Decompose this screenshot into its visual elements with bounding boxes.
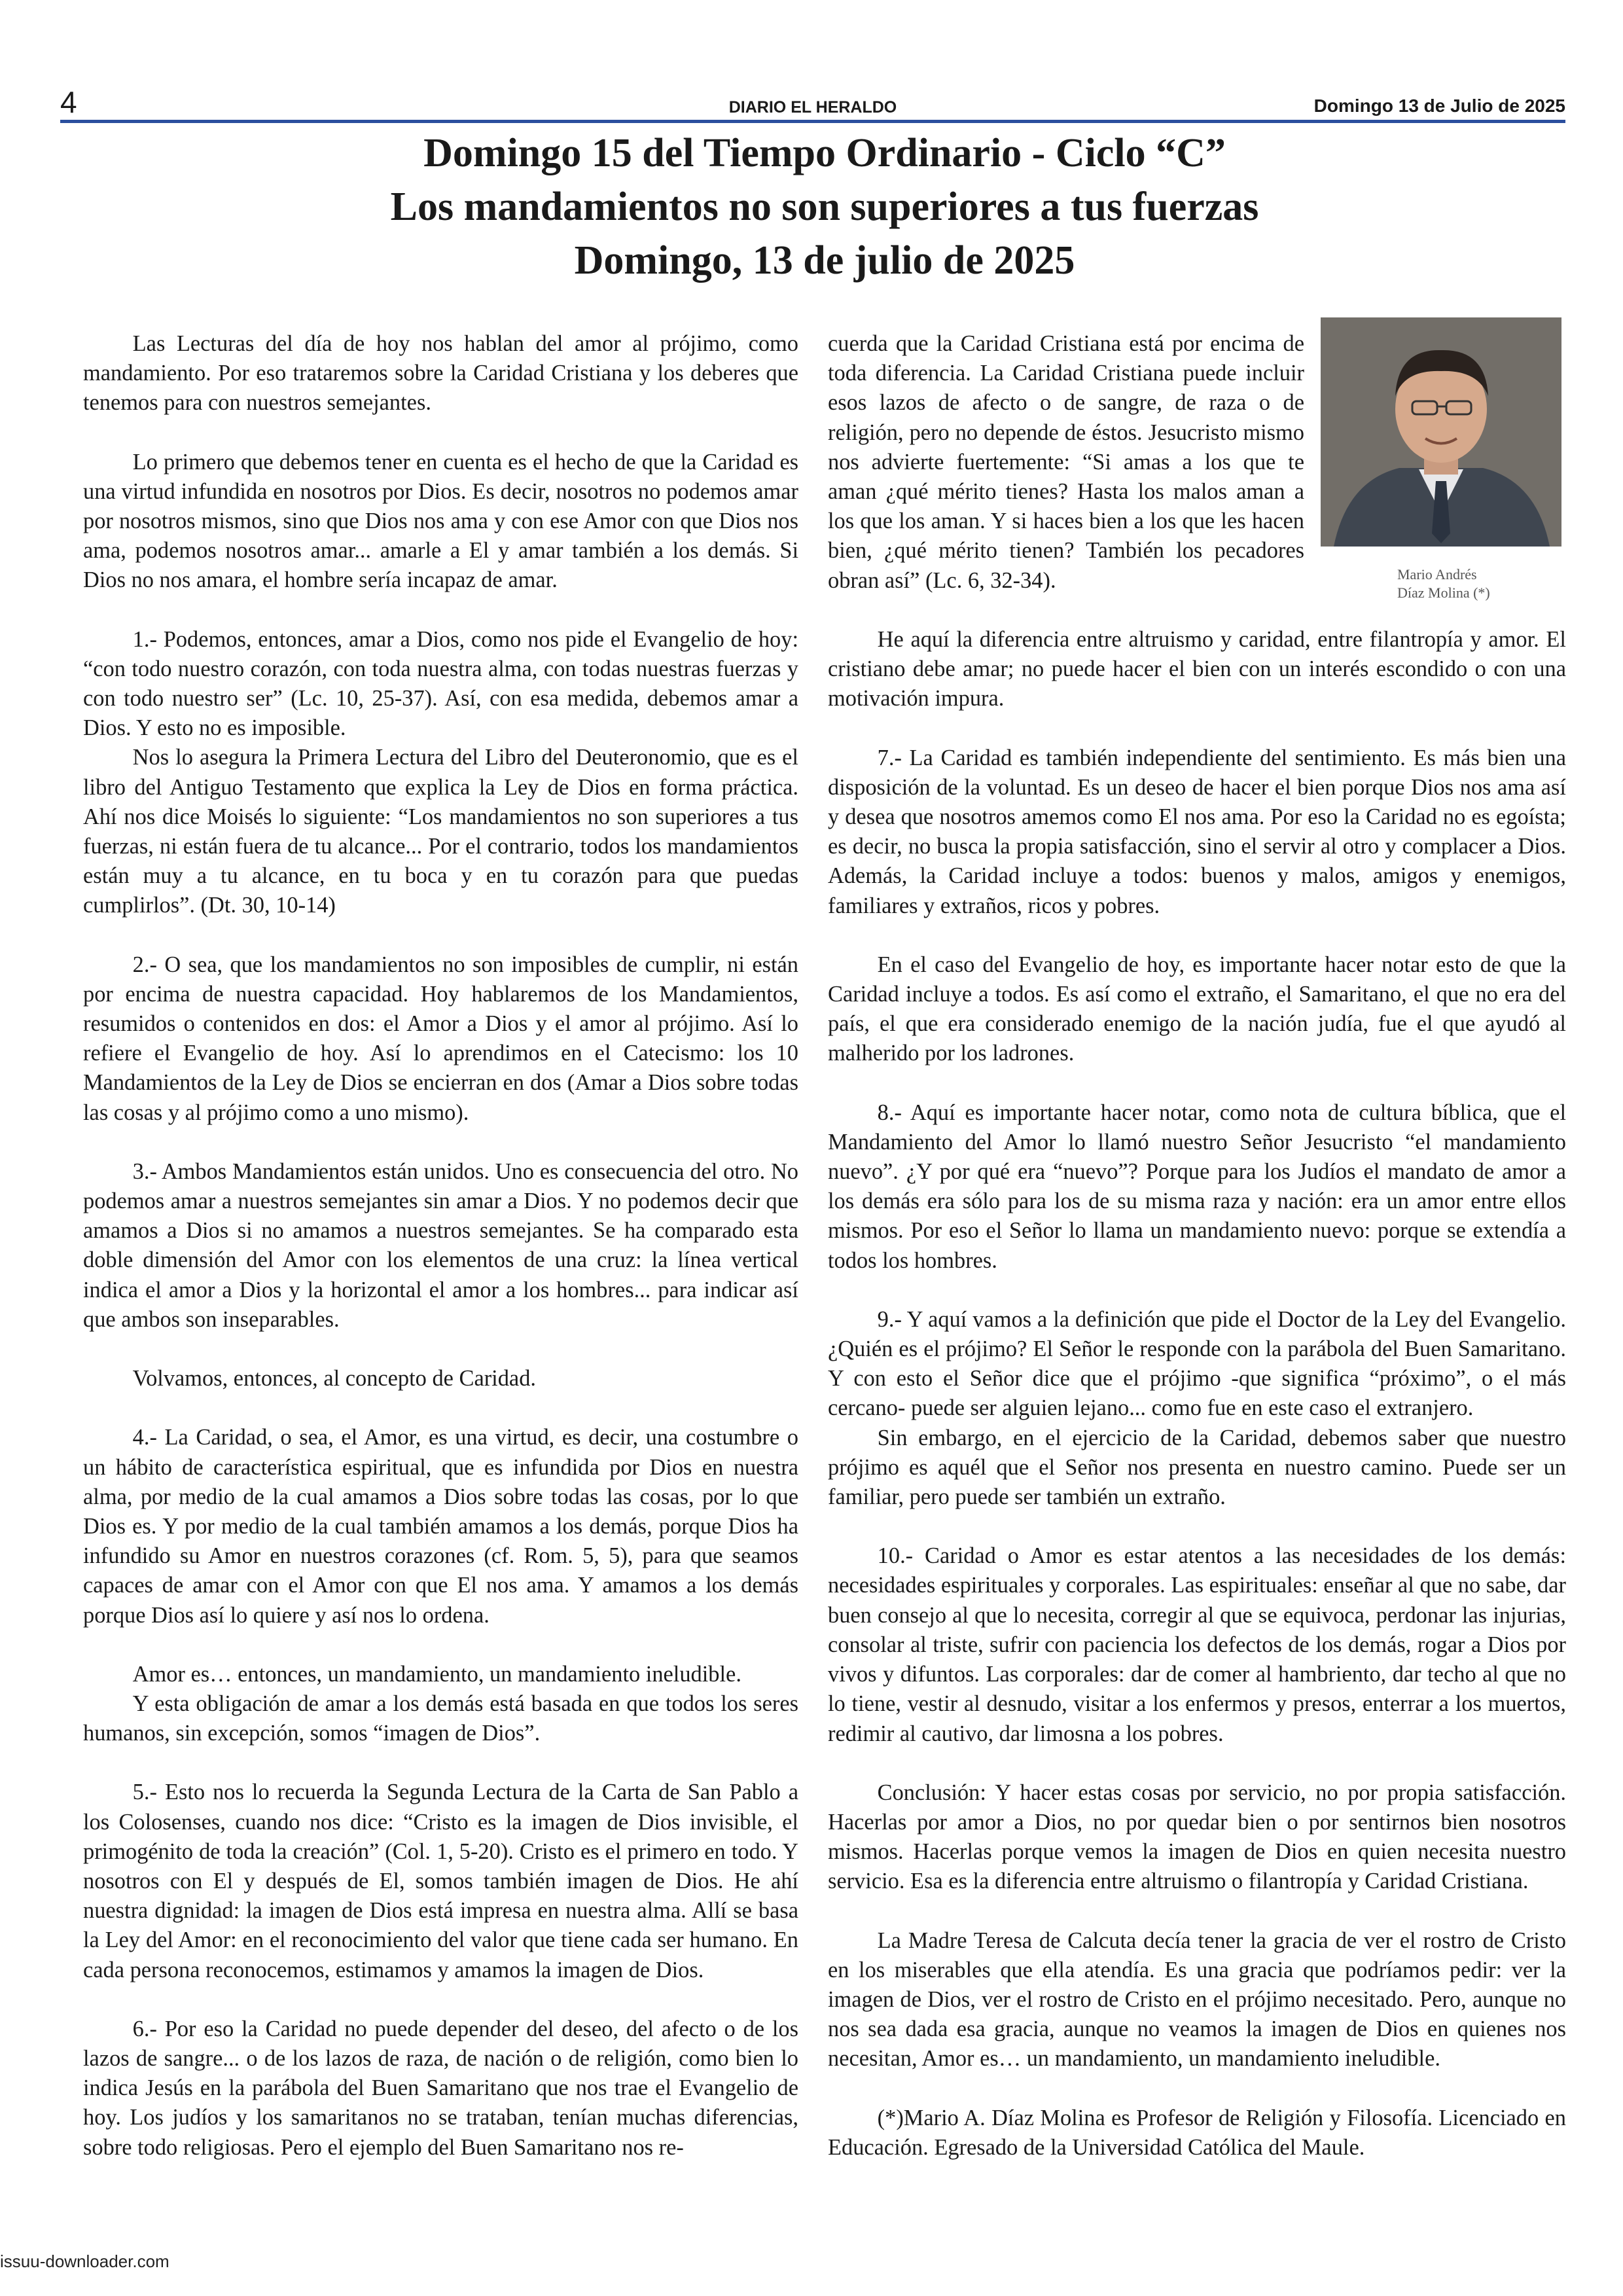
paragraph: 5.- Esto nos lo recuerda la Segunda Lectura de la Carta de San Pablo a los Colosenses, cuando nos dice: “Cristo es la imagen de Dios invisible, el primogénito de toda la creación” (Col. 1, 5-20). Cristo es el primero en todo. Y nosotros con El y después de El, somos también imagen de Dios. He ahí nuestra dignidad: la imagen de Dios está impresa en nuestra alma. Allí se basa la Ley del Amor: en el reconocimiento del valor que tiene cada ser humano. En cada persona reconocemos, estimamos y amamos la imagen de Dios. — [83, 1780, 798, 1982]
title-line-2: Los mandamientos no son superiores a tus fuerzas — [390, 185, 1259, 229]
right-column — [828, 625, 1566, 2192]
photo-caption — [1397, 565, 1490, 602]
paragraph: La Madre Teresa de Calcuta decía tener la gracia de ver el rostro de Cristo en los miserables que ella atendía. Es una gracia que podríamos pedir: ver la imagen de Dios, ver el rostro de Cristo en el prójimo necesitado. Pero, aunque no nos sea dada esa gracia, aunque no veamos la imagen de Dios en quienes nos necesitan, Amor es… un mandamiento, un mandamiento ineludible. — [828, 1928, 1566, 2072]
paragraph: 4.- La Caridad, o sea, el Amor, es una virtud, es decir, una costumbre o un hábito de característica espiritual, que es infundida por Dios en nuestra alma, por medio de la cual amamos a Dios sobre todas las cosas, por lo que Dios es. Y por medio de la cual también amamos a los demás, porque Dios ha infundido su Amor en nuestros corazones (cf. Rom. 5, 5), para que seamos capaces de amar con el Amor con que El nos ama. Y amamos a los demás porque Dios así lo quiere y así nos lo ordena. — [83, 1425, 798, 1628]
caption-name-line: Mario Andrés — [1397, 566, 1477, 583]
paragraph: Volvamos, entonces, al concepto de Caridad. — [132, 1366, 536, 1391]
paragraph: Lo primero que debemos tener en cuenta es el hecho de que la Caridad es una virtud infundida en nosotros por Dios. Es decir, nosotros no podemos amar por nosotros mismos, sino que Dios nos ama y con ese Amor con que Dios nos ama, podemos nosotros amar... amarle a El y amar también a los demás. Si Dios no nos amara, el hombre sería incapaz de amar. — [83, 449, 798, 593]
paragraph: 1.- Podemos, entonces, amar a Dios, como nos pide el Evangelio de hoy: “con todo nuestro corazón, con toda nuestra alma, con todas nuestras fuerzas y con todo nuestro ser” (Lc. 10, 25-37). Así, con esa medida, debemos amar a Dios. Y esto no es imposible. — [83, 626, 798, 741]
title-line-3: Domingo, 13 de julio de 2025 — [574, 238, 1075, 283]
left-column — [83, 329, 798, 2192]
page-header — [60, 84, 1565, 123]
paragraph: Nos lo asegura la Primera Lectura del Libro del Deuteronomio, que es el libro del Antiguo Testamento que explica la Ley de Dios en forma práctica. Ahí nos dice Moisés lo siguiente: “Los mandamientos no son superiores a tus fuerzas, ni están fuera de tu alcance... Por el contrario, todos los mandamientos están muy a tu alcance, en tu boca y en tu corazón para que puedas cumplirlos”. (Dt. 30, 10-14) — [83, 745, 798, 918]
author-portrait-image — [1321, 317, 1561, 547]
paragraph: 3.- Ambos Mandamientos están unidos. Uno es consecuencia del otro. No podemos amar a nuestros semejantes sin amar a Dios. Y no podemos decir que amamos a Dios si no amamos a nuestros semejantes. Se ha comparado esta doble dimensión del Amor con los elementos de una cruz: la línea vertical indica el amor a Dios y la horizontal el amor a los hombres... para indicar así que ambos son inseparables. — [83, 1158, 798, 1332]
paragraph: 2.- O sea, que los mandamientos no son imposibles de cumplir, ni están por encima de nuestra capacidad. Hoy hablaremos de los Mandamientos, resumidos o contenidos en dos: el Amor a Dios y el amor al prójimo. Así lo refiere el Evangelio de hoy. Así lo aprendimos en el Catecismo: los 10 Mandamientos de la Ley de Dios se encierran en dos (Amar a Dios sobre todas las cosas y al prójimo como a uno mismo). — [83, 952, 798, 1125]
header-rule — [60, 120, 1565, 123]
paragraph: Sin embargo, en el ejercicio de la Caridad, debemos saber que nuestro prójimo es aquél que el Señor nos presenta en nuestro camino. Puede ser un familiar, pero puede ser también un extraño. — [828, 1425, 1566, 1510]
paragraph: 10.- Caridad o Amor es estar atentos a las necesidades de los demás: necesidades espirituales y corporales. Las espirituales: enseñar al que no sabe, dar buen consejo al que lo necesita, corregir al que se equivoca, perdonar las injurias, consolar al triste, sufrir con paciencia los defectos de los demás, rogar a Dios por vivos y difuntos. Las corporales: dar de comer al hambriento, dar techo al que no lo tiene, vestir al desnudo, visitar a los enfermos y presos, enterrar a los muertos, redimir al cautivo, dar limosna a los pobres. — [828, 1543, 1566, 1746]
page-number: 4 — [60, 85, 77, 119]
paragraph: Amor es… entonces, un mandamiento, un mandamiento ineludible. — [132, 1661, 741, 1687]
paragraph: En el caso del Evangelio de hoy, es importante hacer notar esto de que la Caridad incluye a todos. Es así como el extraño, el Samaritano, el que no era del país, el que era considerado enemigo de la nación judía, fue el que ayudó al malherido por los ladrones. — [828, 952, 1566, 1066]
paragraph: Conclusión: Y hacer estas cosas por servicio, no por propia satisfacción. Hacerlas por amor a Dios, no por quedar bien o por sentirnos bien nosotros mismos. Hacerlas porque vemos la imagen de Dios en quien necesita nuestro servicio. Esa es la diferencia entre altruismo o filantropía y Caridad Cristiana. — [828, 1780, 1566, 1894]
paragraph: Y esta obligación de amar a los demás está basada en que todos los seres humanos, sin excepción, somos “imagen de Dios”. — [83, 1691, 798, 1746]
paragraph: cuerda que la Caridad Cristiana está por encima de toda diferencia. La Caridad Cristiana puede incluir esos lazos de afecto o de sangre, de raza o de religión, pero no depende de éstos. Jesucristo mismo nos advierte fuertemente: “Si amas a los que te aman ¿qué mérito tienes? Hasta los malos aman a los que los aman. Y si haces bien a los que les hacen bien, ¿qué mérito tienen? También los pecadores obran así” (Lc. 6, 32-34). — [828, 331, 1304, 593]
paragraph: 8.- Aquí es importante hacer notar, como nota de cultura bíblica, que el Mandamiento del Amor lo llamó nuestro Señor Jesucristo “el mandamiento nuevo”. ¿Y por qué era “nuevo”? Porque para los Judíos el mandato de amor a los demás era sólo para los de su misma raza y nación: era un amor entre ellos mismos. Por eso el Señor lo llama un mandamiento nuevo: porque se extendía a todos los hombres. — [828, 1100, 1566, 1273]
author-footnote: (*)Mario A. Díaz Molina es Profesor de Religión y Filosofía. Licenciado en Educación. Egresado de la Universidad Católica del Maule. — [828, 2105, 1566, 2160]
paragraph: Las Lecturas del día de hoy nos hablan del amor al prójimo, como mandamiento. Por eso trataremos sobre la Caridad Cristiana y los deberes que tenemos para con nuestros semejantes. — [83, 331, 798, 416]
article-title-block — [170, 126, 1479, 287]
right-column-top — [828, 329, 1304, 596]
publication-date: Domingo 13 de Julio de 2025 — [1313, 96, 1565, 116]
caption-surname-line: Díaz Molina (*) — [1397, 584, 1490, 601]
title-line-1: Domingo 15 del Tiempo Ordinario - Ciclo “C” — [423, 131, 1226, 175]
paragraph: 7.- La Caridad es también independiente del sentimiento. Es más bien una disposición de la voluntad. Es un deseo de hacer el bien porque Dios nos ama así y desea que nosotros amemos como El nos ama. Por eso la Caridad no es egoísta; es decir, no busca la propia satisfacción, sino el servir al otro y complacer a Dios. Además, la Caridad incluye a todos: buenos y malos, amigos y enemigos, familiares y extraños, ricos y pobres. — [828, 745, 1566, 918]
paragraph: 6.- Por eso la Caridad no puede depender del deseo, del afecto o de los lazos de sangre... o de los lazos de raza, de nación o de religión, como bien lo indica Jesús en la parábola del Buen Samaritano que nos trae el Evangelio de hoy. Los judíos y los samaritanos no se trataban, tenían muchas diferencias, sobre todo religiosas. Pero el ejemplo del Buen Samaritano nos re- — [83, 2016, 798, 2160]
source-watermark: issuu-downloader.com — [0, 2251, 169, 2271]
newspaper-name: DIARIO EL HERALDO — [728, 98, 897, 117]
paragraph: He aquí la diferencia entre altruismo y caridad, entre filantropía y amor. El cristiano debe amar; no puede hacer el bien con un interés escondido o con una motivación impura. — [828, 627, 1566, 711]
paragraph: 9.- Y aquí vamos a la definición que pide el Doctor de la Ley del Evangelio. ¿Quién es el prójimo? El Señor le responde con la parábola del Buen Samaritano. Y con esto el Señor dice que el prójimo -que significa “próximo”, o el más cercano- puede ser alguien lejano... como fue en este caso el extranjero. — [828, 1306, 1566, 1421]
author-photo — [1321, 317, 1561, 547]
